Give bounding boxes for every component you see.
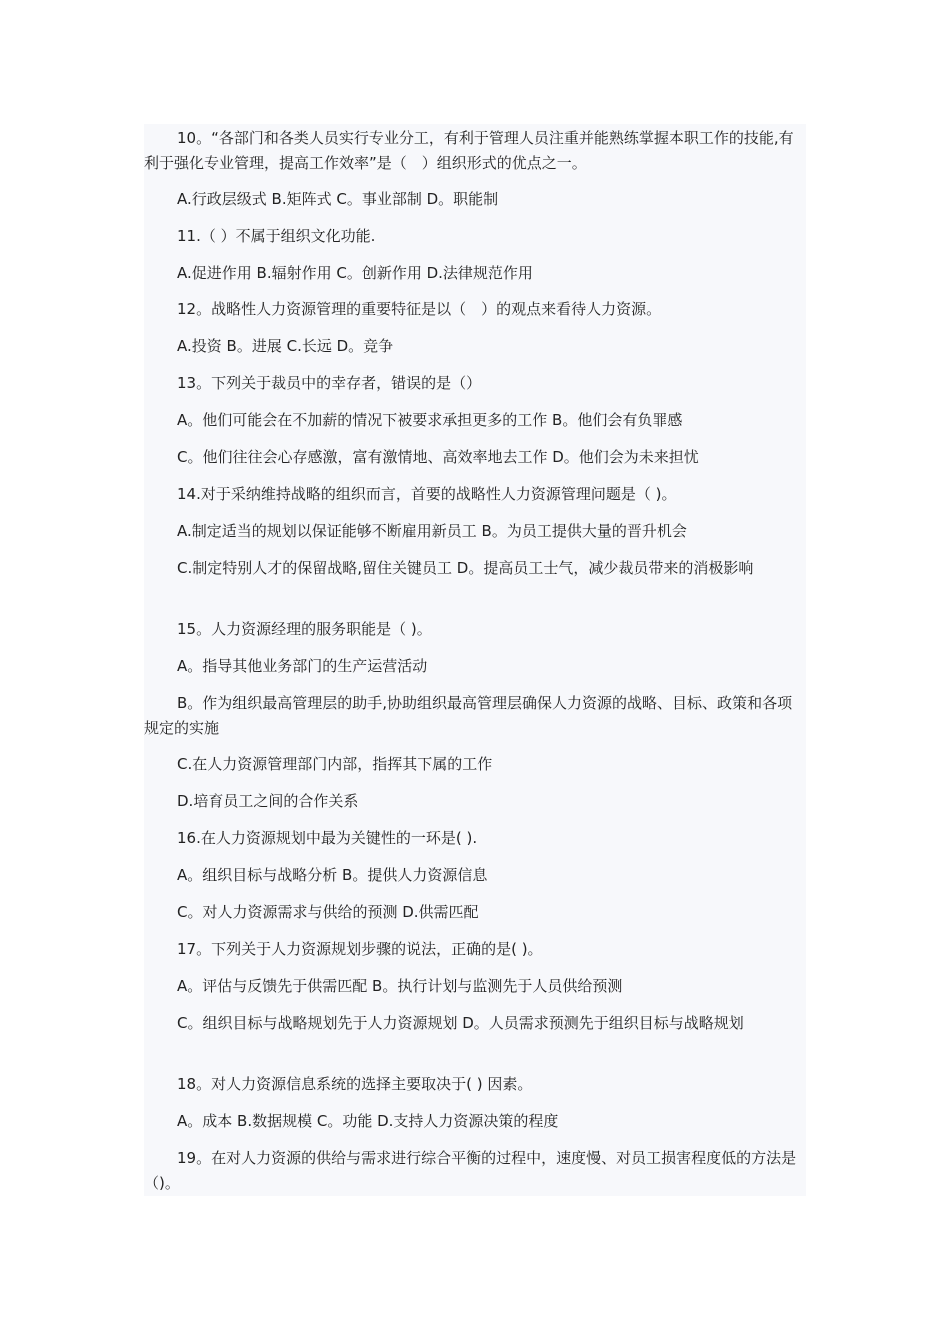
question-11-stem: 11.（ ）不属于组织文化功能. bbox=[177, 227, 376, 245]
question-18-stem: 18。对人力资源信息系统的选择主要取决于( ) 因素。 bbox=[177, 1075, 533, 1093]
question-16-options-ab: A。组织目标与战略分析 B。提供人力资源信息 bbox=[177, 866, 488, 884]
question-11-options: A.促进作用 B.辐射作用 C。创新作用 D.法律规范作用 bbox=[177, 264, 533, 282]
question-13-options-cd: C。他们往往会心存感激，富有激情地、高效率地去工作 D。他们会为未来担忧 bbox=[177, 448, 699, 466]
question-17-stem: 17。下列关于人力资源规划步骤的说法，正确的是( )。 bbox=[177, 940, 543, 958]
question-16-options-cd: C。对人力资源需求与供给的预测 D.供需匹配 bbox=[177, 903, 479, 921]
question-14-options-cd: C.制定特别人才的保留战略,留住关键员工 D。提高员工士气，减少裁员带来的消极影响 bbox=[177, 559, 754, 577]
question-14-stem: 14.对于采纳维持战略的组织而言，首要的战略性人力资源管理问题是（ )。 bbox=[177, 485, 677, 503]
question-13-stem: 13。下列关于裁员中的幸存者，错误的是（） bbox=[177, 374, 482, 392]
question-13-options-ab: A。他们可能会在不加薪的情况下被要求承担更多的工作 B。他们会有负罪感 bbox=[177, 411, 683, 429]
question-17-options-ab: A。评估与反馈先于供需匹配 B。执行计划与监测先于人员供给预测 bbox=[177, 977, 623, 995]
text-block bbox=[144, 124, 806, 1196]
question-15-option-a: A。指导其他业务部门的生产运营活动 bbox=[177, 657, 428, 675]
question-16-stem: 16.在人力资源规划中最为关键性的一环是( ). bbox=[177, 829, 478, 847]
question-18-options: A。成本 B.数据规模 C。功能 D.支持人力资源决策的程度 bbox=[177, 1112, 559, 1130]
question-17-options-cd: C。组织目标与战略规划先于人力资源规划 D。人员需求预测先于组织目标与战略规划 bbox=[177, 1014, 744, 1032]
question-15-stem: 15。人力资源经理的服务职能是（ )。 bbox=[177, 620, 432, 638]
question-12-stem: 12。战略性人力资源管理的重要特征是以（ ）的观点来看待人力资源。 bbox=[177, 300, 662, 318]
question-15-option-b: B。作为组织最高管理层的助手,协助组织最高管理层确保人力资源的战略、目标、政策和各项规定的实施 bbox=[144, 694, 793, 737]
question-10-stem: 10。“各部门和各类人员实行专业分工，有利于管理人员注重并能熟练掌握本职工作的技能,有利于强化专业管理，提高工作效率”是（ ）组织形式的优点之一。 bbox=[144, 129, 794, 172]
question-15-option-c: C.在人力资源管理部门内部，指挥其下属的工作 bbox=[177, 755, 493, 773]
question-19-stem: 19。在对人力资源的供给与需求进行综合平衡的过程中，速度慢、对员工损害程度低的方法是（)。 bbox=[144, 1149, 797, 1192]
question-10-options: A.行政层级式 B.矩阵式 C。事业部制 D。职能制 bbox=[177, 190, 499, 208]
question-14-options-ab: A.制定适当的规划以保证能够不断雇用新员工 B。为员工提供大量的晋升机会 bbox=[177, 522, 687, 540]
question-12-options: A.投资 B。进展 C.长远 D。竞争 bbox=[177, 337, 394, 355]
question-15-option-d: D.培育员工之间的合作关系 bbox=[177, 792, 359, 810]
